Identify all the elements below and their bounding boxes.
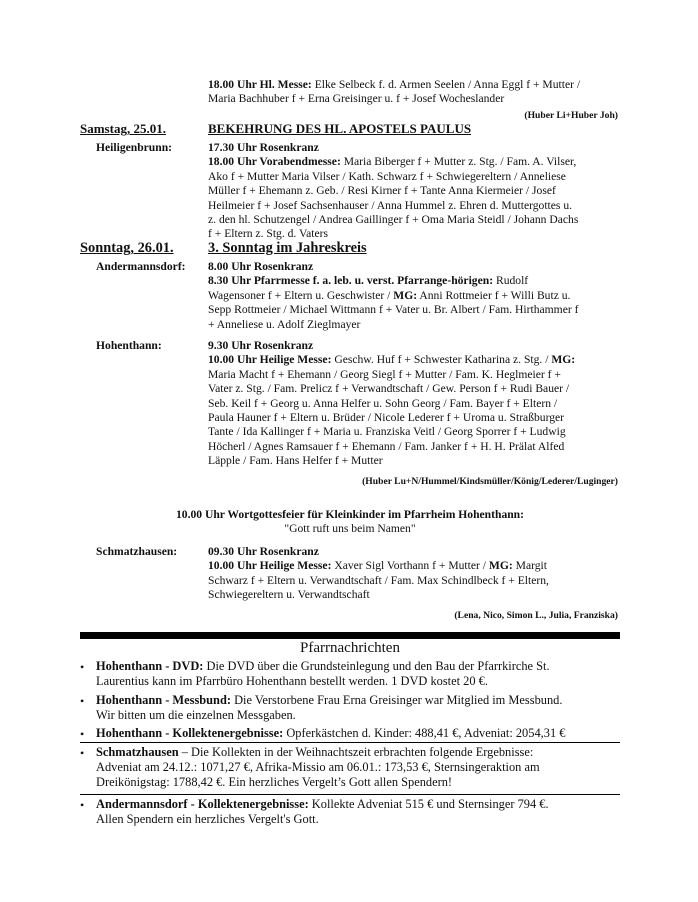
bullet-icon: •: [80, 727, 85, 741]
intentions-text: Läpple / Fam. Hans Helfer f + Mutter: [208, 454, 383, 468]
bullet-icon: •: [80, 694, 85, 708]
news-item-text: Adveniat am 24.12.: 1071,27 €, Afrika-Missio am 06.01.: 173,53 €, Sternsingeraktion am: [96, 760, 540, 775]
news-item: [96, 659, 618, 689]
intentions-text: Schwiegereltern u. Verwandtschaft: [208, 588, 370, 602]
bullet-icon: •: [80, 746, 85, 760]
intentions-text: Maria Biberger f + Mutter z. Stg. / Fam. A. Vilser,: [340, 155, 577, 169]
bullet-icon: •: [80, 660, 85, 674]
news-item-text: Laurentius kann im Pfarrbüro Hohenthann bestellt werden. 1 DVD kostet 20 €.: [96, 674, 488, 689]
news-item: [96, 745, 618, 791]
intentions-text: Margit: [512, 559, 547, 573]
mg-label: MG:: [488, 559, 513, 573]
section-divider-bar: [80, 632, 620, 639]
intentions-text: Maria Macht f + Ehemann / Georg Siegl f + Mutter / Fam. K. Heglmeier f +: [208, 367, 561, 381]
rosary-time: 09.30 Uhr Rosenkranz: [208, 545, 319, 558]
day-heading-saturday: Samstag, 25.01.: [80, 121, 166, 136]
news-item-text: Die DVD über die Grundsteinlegung und den Bau der Pfarrkirche St.: [203, 659, 550, 673]
intentions-text: z. den hl. Schutzengel / Andrea Gaillinger f + Oma Maria Steidl / Johann Dachs: [208, 213, 579, 227]
intentions-text: Vater z. Stg. / Fam. Prelicz f + Verwandtschaft / Gew. Person f + Rudi Bauer /: [208, 382, 570, 396]
intentions-text: Rudolf: [493, 274, 529, 288]
mass-entry-schmatzhausen: [208, 545, 618, 603]
mass-time-label: 10.00 Uhr Heilige Messe:: [208, 559, 332, 573]
location-schmatzhausen: Schmatzhausen:: [96, 545, 178, 558]
intentions-text: Ako f + Mutter Maria Vilser / Kath. Schwarz f + Schwiegereltern / Anneliese: [208, 169, 566, 183]
news-item: [96, 797, 618, 827]
news-item-text: Allen Spendern ein herzliches Vergelt's Gott.: [96, 812, 319, 827]
intentions-text: f + Eltern z. Stg. d. Vaters: [208, 227, 328, 241]
news-item-text: Kollekte Adveniat 515 € und Sternsinger 794 €.: [308, 797, 549, 811]
altar-servers: (Huber Li+Huber Joh): [524, 110, 618, 121]
mass-entry-friday: [208, 78, 618, 107]
day-heading-sunday: Sonntag, 26.01.: [80, 240, 174, 256]
intentions-text: Seb. Keil f + Georg u. Anna Helfer u. Sohn Georg / Fam. Bayer f + Eltern /: [208, 396, 558, 410]
news-item-text: – Die Kollekten in der Weihnachtszeit erbrachten folgende Ergebnisse:: [178, 745, 534, 759]
intentions-text: Höcherl / Agnes Ramsauer f + Ehemann / Fam. Janker f + H. H. Prälat Alfed: [208, 439, 565, 453]
rosary-time: 9.30 Uhr Rosenkranz: [208, 339, 314, 352]
intentions-text: Maria Bachhuber f + Erna Greisinger u. f + Josef Wocheslander: [208, 92, 505, 106]
mass-entry-hohenthann: [208, 339, 618, 469]
intentions-text: Anni Rottmeier f + Willi Butz u.: [417, 288, 571, 302]
news-item-heading: Schmatzhausen: [96, 745, 179, 759]
intentions-text: Sepp Rottmeier / Michael Wittmann f + Vater u. Br. Albert / Fam. Hirthammer f: [208, 303, 579, 317]
mass-entry-heiligenbrunn: [208, 141, 618, 242]
rosary-time: 17.30 Uhr Rosenkranz: [208, 141, 319, 154]
location-hohenthann: Hohenthann:: [96, 339, 162, 352]
news-item-text: Die Verstorbene Frau Erna Greisinger war Mitglied im Messbund.: [230, 693, 563, 707]
mass-time-label: 18.00 Uhr Hl. Messe:: [208, 78, 312, 91]
intentions-text: Schwarz f + Eltern u. Verwandtschaft / Fam. Max Schindlbeck f + Eltern,: [208, 573, 549, 587]
location-andermannsdorf: Andermannsdorf:: [96, 260, 186, 273]
intentions-text: Müller f + Ehemann z. Geb. / Resi Kirner f + Tante Anna Kiermeier / Josef: [208, 184, 556, 198]
news-item: [96, 726, 618, 741]
mass-time-label: 18.00 Uhr Vorabendmesse:: [208, 155, 341, 169]
altar-servers: (Huber Lu+N/Hummel/Kindsmüller/König/Lederer/Luginger): [362, 476, 618, 487]
kids-service-motto: "Gott ruft uns beim Namen": [284, 522, 416, 535]
news-item-heading: Andermannsdorf - Kollektenergebnisse:: [96, 797, 309, 811]
altar-servers: (Lena, Nico, Simon L., Julia, Franziska): [454, 610, 618, 621]
intentions-text: Heilmeier f + Josef Sachsenhauser / Anna Hummel z. Ehren d. Muttergottes u.: [208, 198, 573, 212]
news-item-heading: Hohenthann - DVD:: [96, 659, 204, 673]
mass-entry-andermannsdorf: [208, 260, 618, 332]
intentions-text: Geschw. Huf f + Schwester Katharina z. Stg. /: [331, 353, 552, 367]
news-item-heading: Hohenthann - Kollektenergebnisse:: [96, 726, 284, 740]
intentions-text: Xaver Sigl Vorthann f + Mutter /: [331, 559, 489, 573]
news-item-text: Dreikönigstag: 1788,42 €. Ein herzliches Vergelt’s Gott allen Spendern!: [96, 775, 453, 790]
rosary-time: 8.00 Uhr Rosenkranz: [208, 260, 314, 273]
mg-label: MG:: [551, 353, 576, 367]
mass-time-label: 10.00 Uhr Heilige Messe:: [208, 353, 332, 367]
news-item-heading: Hohenthann - Messbund:: [96, 693, 231, 707]
kids-service-line: 10.00 Uhr Wortgottesfeier für Kleinkinder im Pfarrheim Hohenthann:: [175, 508, 524, 521]
feast-title-sunday: 3. Sonntag im Jahreskreis: [208, 240, 367, 256]
item-divider: [80, 742, 620, 743]
intentions-text: Wagensoner f + Eltern u. Geschwister /: [208, 288, 394, 302]
feast-title-saturday: BEKEHRUNG DES HL. APOSTELS PAULUS: [208, 121, 472, 136]
news-item-text: Opferkästchen d. Kinder: 488,41 €, Adveniat: 2054,31 €: [283, 726, 566, 740]
location-heiligenbrunn: Heiligenbrunn:: [96, 141, 173, 154]
bullet-icon: •: [80, 798, 85, 812]
news-title: Pfarrnachrichten: [300, 640, 400, 656]
mg-label: MG:: [393, 288, 418, 302]
mass-time-label: 8.30 Uhr Pfarrmesse f. a. leb. u. verst. Pfarrange-hörigen:: [208, 274, 494, 288]
news-item: [96, 693, 618, 723]
intentions-text: Paula Hauner f + Eltern u. Brüder / Nicole Lederer f + Uroma u. Straßburger: [208, 411, 565, 425]
item-divider: [80, 794, 620, 795]
intentions-text: + Anneliese u. Adolf Zieglmayer: [208, 317, 361, 331]
news-item-text: Wir bitten um die einzelnen Messgaben.: [96, 708, 296, 723]
intentions-text: Tante / Ida Kallinger f + Maria u. Franziska Veitl / Georg Sporrer f + Ludwig: [208, 425, 566, 439]
intentions-text: Elke Selbeck f. d. Armen Seelen / Anna Eggl f + Mutter /: [311, 78, 581, 91]
